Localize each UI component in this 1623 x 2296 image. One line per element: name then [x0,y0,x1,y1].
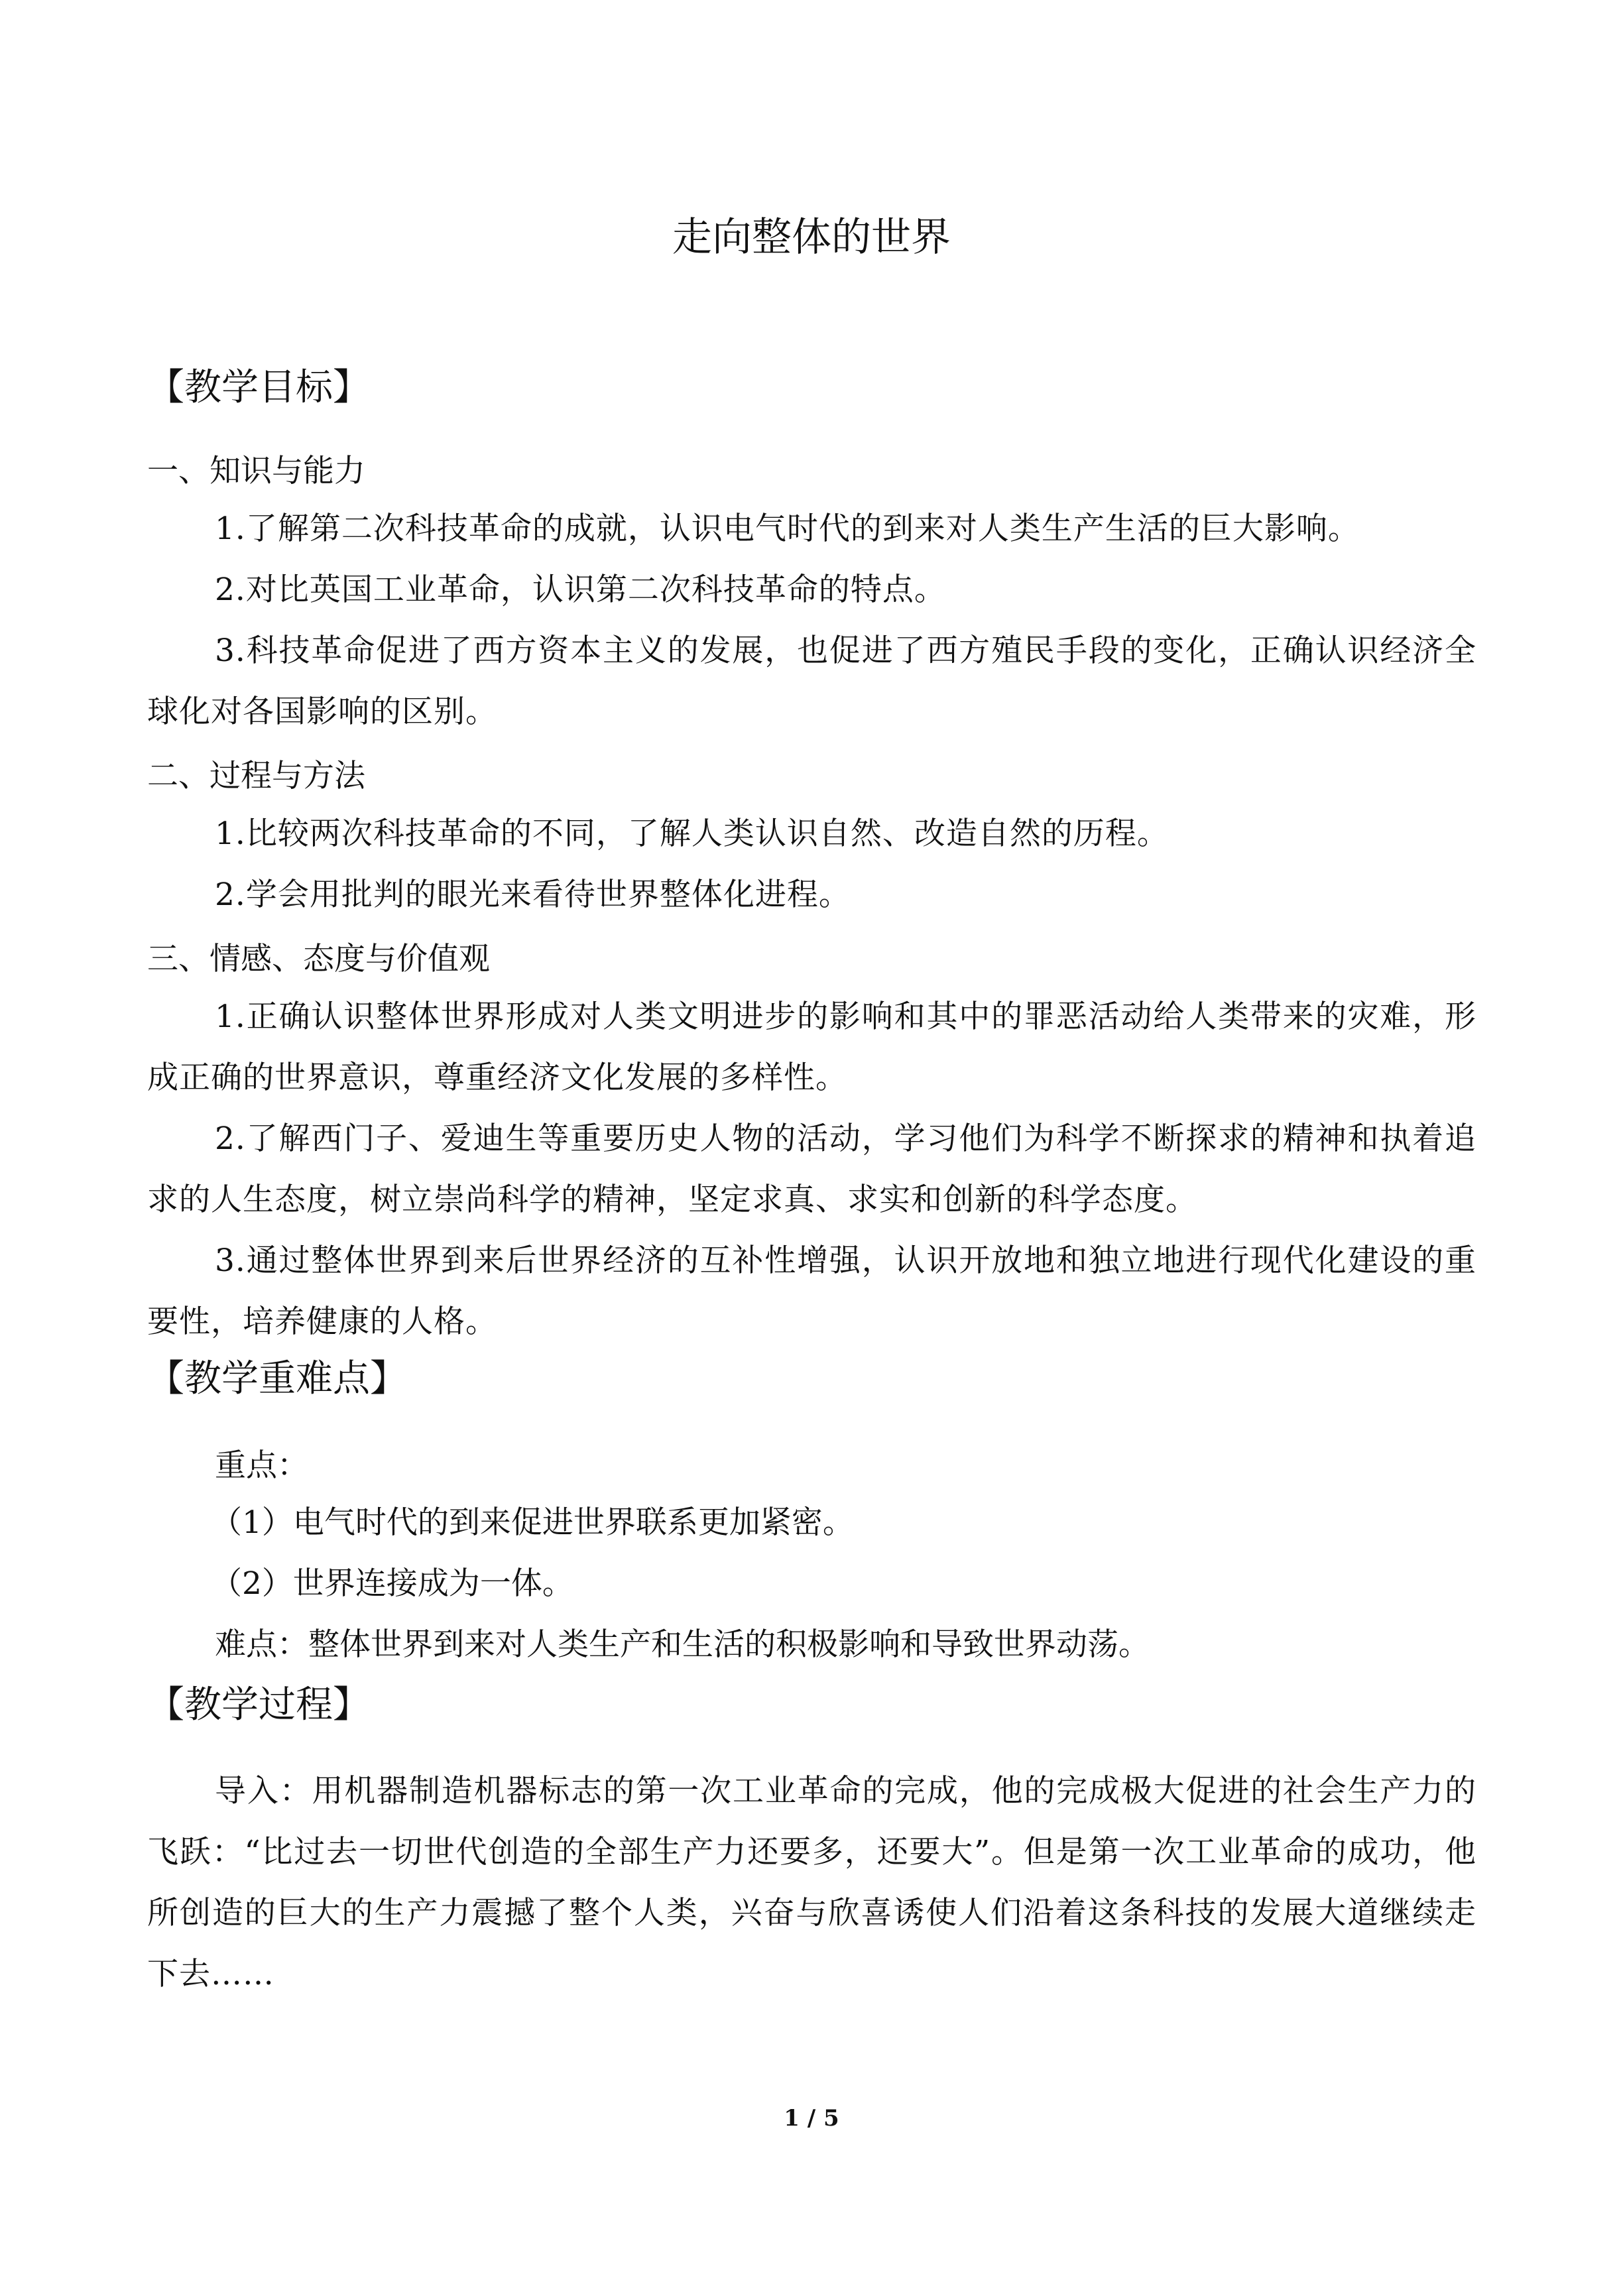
objective-knowledge-3: 3.科技革命促进了西方资本主义的发展，也促进了西方殖民手段的变化，正确认识经济全球化对各国影响的区别。 [147,633,1476,730]
focus-item-1: （1）电气时代的到来促进世界联系更加紧密。 [211,1504,854,1541]
subheading-process-method: 二、过程与方法 [147,758,365,794]
objective-process-1: 1.比较两次科技革命的不同，了解人类认识自然、改造自然的历程。 [215,816,1169,852]
objective-process-2: 2.学会用批判的眼光来看待世界整体化进程。 [215,876,851,913]
section-heading-process: 【教学过程】 [147,1683,370,1726]
difficulty-text: 难点：整体世界到来对人类生产和生活的积极影响和导致世界动荡。 [215,1626,1150,1663]
focus-label: 重点： [215,1447,308,1484]
objective-values-2: 2.了解西门子、爱迪生等重要历史人物的活动，学习他们为科学不断探求的精神和执着追求的人生态度，树立崇尚科学的精神，坚定求真、求实和创新的科学态度。 [147,1120,1476,1218]
subheading-knowledge: 一、知识与能力 [147,453,365,489]
section-heading-key-points: 【教学重难点】 [147,1357,407,1400]
objective-values-3: 3.通过整体世界到来后世界经济的互补性增强，认识开放地和独立地进行现代化建设的重要性，培养健康的人格。 [147,1242,1476,1340]
objective-values-1: 1.正确认识整体世界形成对人类文明进步的影响和其中的罪恶活动给人类带来的灾难，形成正确的世界意识，尊重经济文化发展的多样性。 [147,998,1476,1096]
subheading-values: 三、情感、态度与价值观 [147,941,490,977]
page-number: 1 / 5 [784,2105,839,2132]
objective-knowledge-2: 2.对比英国工业革命，认识第二次科技革命的特点。 [215,572,946,608]
section-heading-objectives: 【教学目标】 [147,366,370,409]
document-title: 走向整体的世界 [672,214,951,261]
intro-paragraph: 导入：用机器制造机器标志的第一次工业革命的完成，他的完成极大促进的社会生产力的飞跃：“比过去一切世代创造的全部生产力还要多，还要大”。但是第一次工业革命的成功，他所创造的巨大的生产力震撼了整个人类，兴奋与欣喜诱使人们沿着这条科技的发展大道继续走下去…… [147,1773,1476,1992]
focus-item-2: （2）世界连接成为一体。 [211,1565,573,1602]
objective-knowledge-1: 1.了解第二次科技革命的成就，认识电气时代的到来对人类生产生活的巨大影响。 [215,511,1360,547]
